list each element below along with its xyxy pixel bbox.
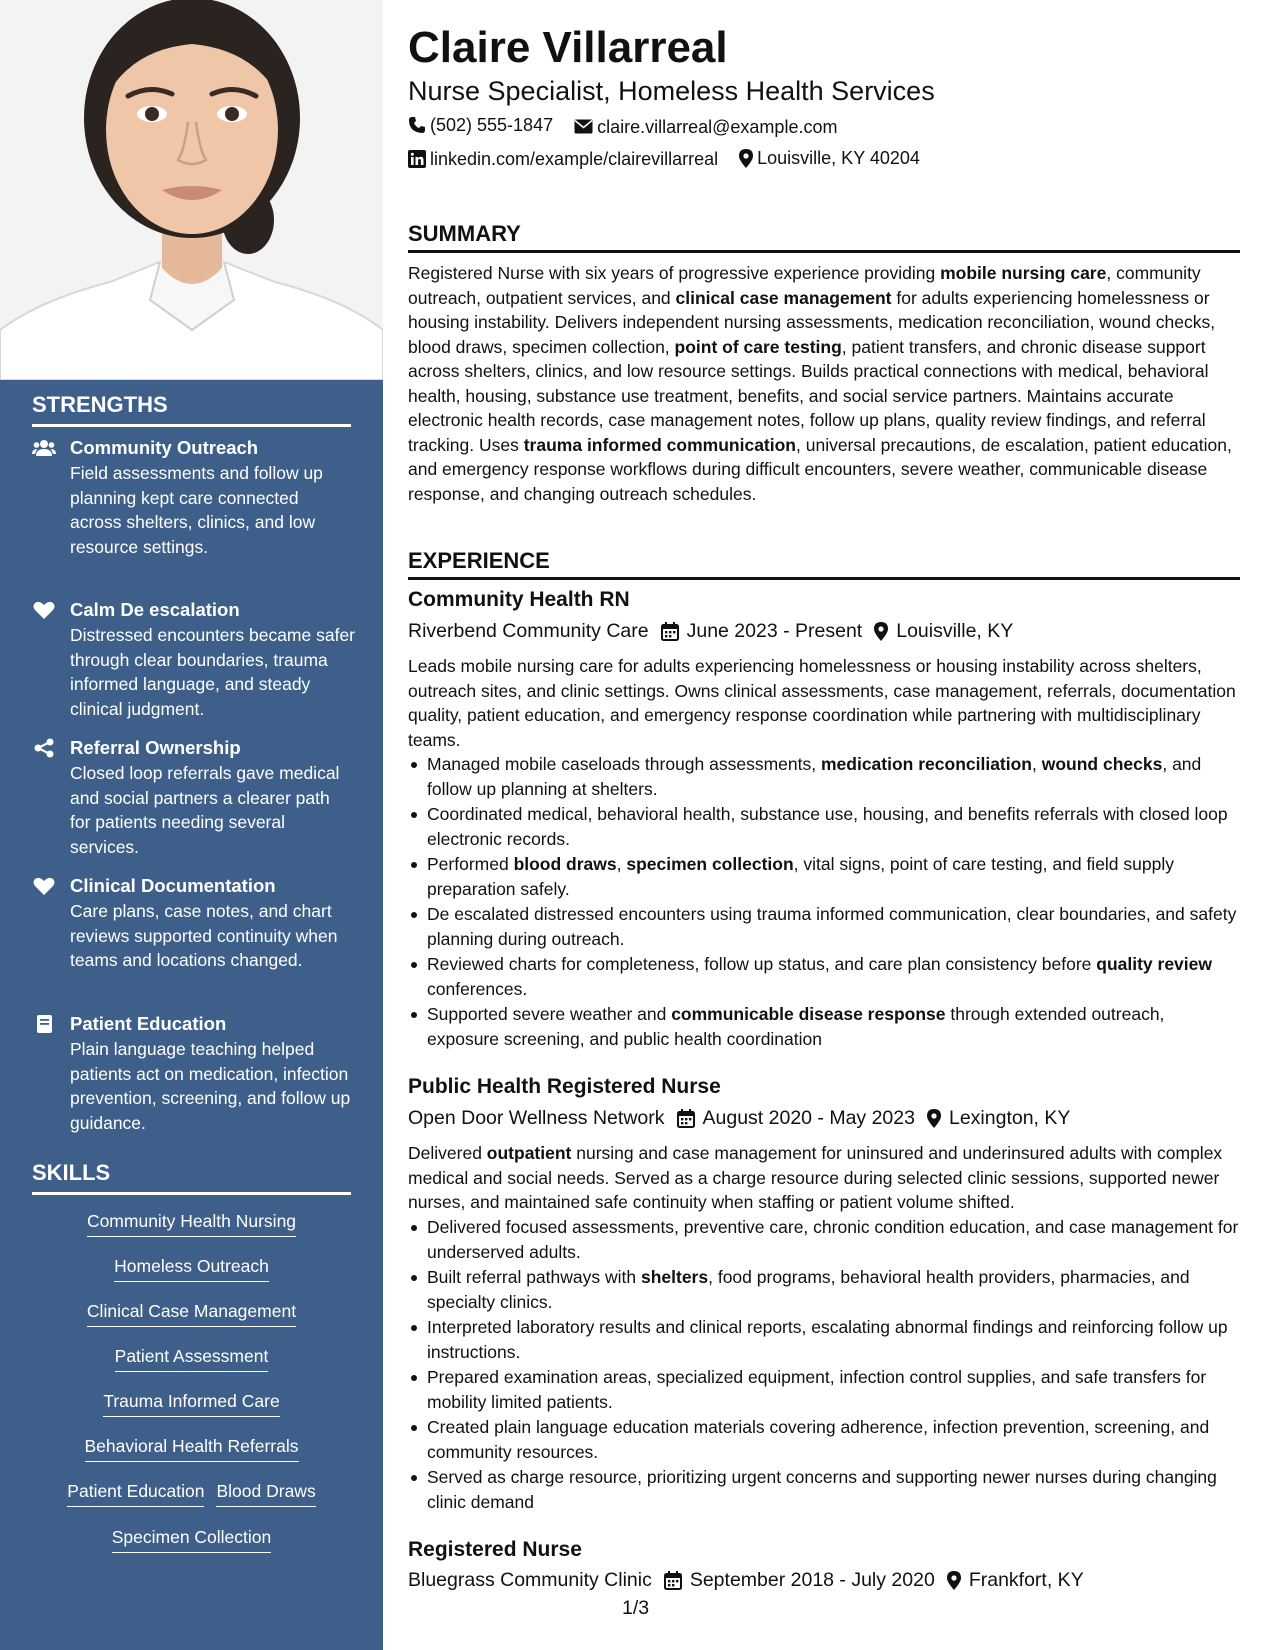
emphasis-text: clinical case management [675,287,892,308]
text-run: Coordinated medical, behavioral health, substance use, housing, and benefits referrals with closed loop electronic records. [427,804,1228,849]
users-icon [32,438,56,458]
experience-heading: EXPERIENCE [408,547,1240,580]
portrait-illustration [0,0,383,380]
job-title: Public Health Registered Nurse [408,1075,721,1098]
contact-linkedin[interactable] [408,146,718,172]
text-run: Prepared examination areas, specialized equipment, infection control supplies, and safe transfers for mobility limited patients. [427,1367,1207,1412]
skill-tag: Blood Draws [216,1479,315,1507]
email-text: claire.villarreal@example.com [597,116,838,137]
text-run: Performed [427,854,514,874]
job-title: Community Health RN [408,588,630,611]
profile-photo [0,0,383,380]
strength-description: Field assessments and follow up planning kept care connected across shelters, clinics, and low resource settings. [70,463,323,557]
book-icon [32,1014,56,1034]
strength-title: Calm De escalation [70,599,240,620]
emphasis-text: blood draws [513,854,617,874]
skill-row [32,1479,351,1507]
job-company: Open Door Wellness Network [408,1107,665,1129]
skill-tag: Homeless Outreach [114,1254,269,1282]
text-run: , [616,854,627,874]
job-location-text: Louisville, KY [896,620,1014,642]
skill-tag: Specimen Collection [112,1525,272,1553]
skill-tag: Trauma Informed Care [103,1389,279,1417]
bullet-item [408,1365,1240,1414]
text-run: conferences. [427,978,528,999]
strengths-heading: STRENGTHS [32,392,351,427]
job-location [927,1104,1070,1132]
text-run: , vital signs, point of care testing, and field supply preparation safely. [427,854,1174,899]
skill-tag: Patient Assessment [115,1344,269,1372]
text-run: Registered Nurse with six years of progressive experience providing [408,263,941,283]
job-location-text: Frankfort, KY [968,1569,1084,1591]
emphasis-text: mobile nursing care [940,263,1107,283]
job-company: Riverbend Community Care [408,620,649,642]
contact-row [408,112,853,138]
text-run: Served as charge resource, prioritizing urgent concerns and supporting newer nurses during changing clinic demand [427,1467,1217,1512]
phone-text: (502) 555-1847 [430,115,554,135]
job-company: Bluegrass Community Clinic [408,1569,652,1591]
calendar-icon [677,1109,695,1128]
map-pin-icon [739,149,753,168]
bullet-item [408,852,1240,901]
emphasis-text: shelters [640,1267,709,1287]
text-run: , and follow up planning at shelters. [427,754,1202,799]
bullet-item [408,1265,1240,1314]
calendar-icon [661,622,679,641]
text-run: , universal precautions, de escalation, patient education, and emergency response workflows during difficult encounters, severe weather, communicable disease response, and changing outreach schedules. [408,434,1232,504]
heart-icon [32,876,56,896]
heart-icon [32,600,56,620]
skill-row [32,1254,351,1282]
location-text: Louisville, KY 40204 [757,148,920,168]
emphasis-text: wound checks [1041,754,1163,774]
strength-title: Referral Ownership [70,737,241,758]
strength-title: Community Outreach [70,437,259,458]
strength-description: Care plans, case notes, and chart reviews supported continuity when teams and locations changed. [70,901,338,970]
text-run: , patient transfers, and chronic disease support across shelters, clinics, and low resource settings. Builds practical connections with medical, behavioral health, housing, substance use treatment, benefits, and social service partners. Maintains accurate electronic health records, case management notes, follow up plans, quality review findings, and referral tracking. Uses [408,336,1209,455]
bullet-item [408,1415,1240,1464]
skill-row [32,1344,351,1372]
text-run: , [1032,754,1042,774]
summary-heading: SUMMARY [408,220,1240,253]
bullet-item [408,1465,1240,1514]
skill-tag: Patient Education [67,1479,204,1507]
job-meta [408,1566,1096,1594]
strength-description: Plain language teaching helped patients act on medication, infection prevention, screening, and follow up guidance. [70,1039,351,1133]
map-pin-icon [927,1109,941,1128]
emphasis-text: point of care testing [674,336,842,357]
calendar-icon [664,1571,682,1590]
contact-phone[interactable] [408,112,553,138]
text-run: Created plain language education materials covering adherence, infection prevention, screening, and community resources. [427,1417,1210,1462]
text-run: Leads mobile nursing care for adults experiencing homelessness or housing instability across shelters, outreach sites, and clinic settings. Owns clinical assessments, case management, referrals, documentation quality, patient education, and emergency response coordination while partnering with multidisciplinary teams. [408,656,1236,750]
job-bullets [408,752,1240,1052]
text-run: Delivered focused assessments, preventive care, chronic condition education, and case management for underserved adults. [427,1217,1239,1262]
bullet-item [408,802,1240,851]
envelope-icon [574,119,593,134]
emphasis-text: medication reconciliation [820,754,1033,774]
contact-location [739,145,920,171]
skill-row [32,1434,351,1462]
emphasis-text: communicable disease response [671,1004,946,1024]
job-dates-text: September 2018 - July 2020 [689,1569,935,1591]
job-meta [408,1104,1082,1132]
text-run: Interpreted laboratory results and clinical reports, escalating abnormal findings and reinforcing follow up instructions. [427,1317,1228,1362]
candidate-name: Claire Villarreal [408,23,728,72]
job-location-text: Lexington, KY [948,1107,1071,1129]
skills-heading: SKILLS [32,1160,351,1195]
bullet-item [408,1002,1240,1051]
summary-text [408,261,1240,506]
job-meta [408,617,1025,645]
text-run: , food programs, behavioral health providers, pharmacies, and specialty clinics. [427,1267,1190,1312]
job-description [408,654,1240,752]
linkedin-icon [408,150,426,168]
text-run: Supported severe weather and [427,1004,672,1024]
emphasis-text: outpatient [486,1143,572,1163]
candidate-role: Nurse Specialist, Homeless Health Services [408,76,935,106]
strength-title: Clinical Documentation [70,875,276,896]
page-number: 1/3 [622,1597,650,1619]
bullet-item [408,902,1240,951]
skill-tag: Clinical Case Management [87,1299,296,1327]
strength-description: Distressed encounters became safer through clear boundaries, trauma informed language, and steady clinical judgment. [70,625,355,719]
map-pin-icon [874,622,888,641]
job-dates [677,1104,915,1132]
phone-icon [408,116,426,134]
text-run: De escalated distressed encounters using trauma informed communication, clear boundaries, and safety planning during outreach. [427,904,1237,949]
text-run: Managed mobile caseloads through assessments, [427,754,821,774]
contact-row [408,145,936,171]
skill-row [32,1209,351,1237]
emphasis-text: quality review [1096,954,1212,974]
text-run: Delivered [408,1143,487,1163]
job-title: Registered Nurse [408,1538,582,1561]
job-description [408,1141,1240,1215]
text-run: , community outreach, outpatient services, and [408,263,1201,308]
emphasis-text: specimen collection [626,854,794,874]
job-dates [664,1566,935,1594]
contact-email[interactable] [574,114,837,140]
sidebar [0,0,383,1650]
bullet-item [408,1315,1240,1364]
skill-row [32,1299,351,1327]
share-icon [32,738,56,758]
skill-tag: Behavioral Health Referrals [85,1434,299,1462]
linkedin-text: linkedin.com/example/clairevillarreal [430,148,719,169]
text-run: Reviewed charts for completeness, follow up status, and care plan consistency before [427,954,1097,974]
text-run: for adults experiencing homelessness or housing instability. Delivers independent nursing assessments, medication reconciliation, wound checks, blood draws, specimen collection, [408,287,1216,357]
job-location [874,617,1013,645]
emphasis-text: trauma informed communication [523,434,796,455]
job-bullets [408,1215,1240,1515]
bullet-item [408,952,1240,1001]
bullet-item [408,752,1240,801]
bullet-item [408,1215,1240,1264]
job-dates [661,617,863,645]
text-run: through extended outreach, exposure screening, and public health coordination [427,1004,1165,1049]
text-run: nursing and case management for uninsured and underinsured adults with complex medical and social needs. Served as a charge resource during selected clinic sessions, supported newer nurses, and maintained safe continuity when staffing or patient volume shifted. [408,1143,1223,1212]
map-pin-icon [947,1571,961,1590]
job-dates-text: June 2023 - Present [686,620,863,642]
strength-title: Patient Education [70,1013,227,1034]
skill-row [32,1525,351,1553]
job-dates-text: August 2020 - May 2023 [702,1107,915,1129]
text-run: Built referral pathways with [427,1267,641,1287]
job-location [947,1566,1084,1594]
strength-description: Closed loop referrals gave medical and social partners a clearer path for patients needing several services. [70,763,340,857]
skill-tag: Community Health Nursing [87,1209,296,1237]
skill-row [32,1389,351,1417]
